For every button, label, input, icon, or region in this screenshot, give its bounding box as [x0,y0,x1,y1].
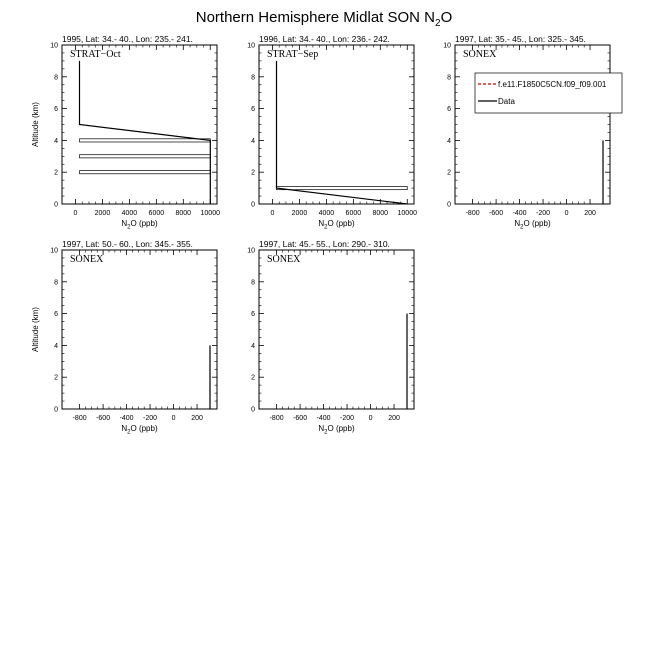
range-box [80,155,211,158]
x-tick-label: 8000 [175,210,192,217]
y-tick-label: 0 [251,201,255,209]
y-tick-label: 2 [251,169,255,177]
series-line-data [80,61,211,204]
x-axis-label: $N_2O$ (ppb) [318,219,355,231]
campaign-label: SONEX [463,49,497,60]
x-tick-label: 6000 [345,210,362,217]
x-tick-label: -400 [119,415,134,422]
x-tick-label: -600 [96,415,111,422]
y-tick-label: 6 [447,106,451,114]
x-tick-label: 0 [171,415,176,422]
x-tick-label: 2000 [94,210,111,217]
panel-title: 1997, Lat: 50.- 60., Lon: 345.- 355. [62,239,193,249]
x-axis-label: $N_2O$ (ppb) [121,424,158,436]
y-tick-label: 6 [54,106,58,114]
x-tick-label: -200 [536,210,551,217]
y-tick-label: 8 [251,279,255,287]
legend [475,73,622,113]
x-tick-label: -600 [489,210,504,217]
x-tick-label: -600 [293,415,308,422]
panels [31,34,622,436]
y-tick-label: 4 [251,137,255,145]
x-tick-label: 10000 [200,210,220,217]
y-tick-label: 2 [54,374,58,382]
y-tick-label: 8 [54,279,58,287]
x-axis-label: $N_2O$ (ppb) [318,424,355,436]
x-tick-label: -400 [512,210,527,217]
range-box [277,187,408,190]
x-tick-label: -200 [340,415,355,422]
plot-frame [259,45,414,204]
y-tick-label: 2 [251,374,255,382]
y-tick-label: 6 [54,311,58,319]
x-tick-label: 0 [368,415,373,422]
x-tick-label: 200 [191,415,203,422]
x-tick-label: 4000 [121,210,138,217]
panel-title: 1995, Lat: 34.- 40., Lon: 235.- 241. [62,34,193,44]
y-tick-label: 4 [54,342,58,350]
range-box [80,139,211,142]
panel-title: 1997, Lat: 45.- 55., Lon: 290.- 310. [259,239,390,249]
y-tick-label: 4 [447,137,451,145]
x-tick-label: 0 [73,210,78,217]
y-tick-label: 0 [54,406,58,414]
series-line-data [277,61,408,204]
y-tick-label: 6 [251,311,255,319]
y-tick-label: 4 [251,342,255,350]
x-tick-label: -400 [316,415,331,422]
x-axis-label: $N_2O$ (ppb) [121,219,158,231]
plot-frame [455,45,610,204]
x-tick-label: 200 [388,415,400,422]
campaign-label: STRAT−Oct [70,49,121,60]
panel-title: 1996, Lat: 34.- 40., Lon: 236.- 242. [259,34,390,44]
y-tick-label: 6 [251,106,255,114]
y-tick-label: 10 [50,247,58,255]
x-tick-label: 0 [270,210,275,217]
plot-frame [259,250,414,409]
chart-panel-5 [247,239,414,436]
x-tick-label: 4000 [318,210,335,217]
x-tick-label: 2000 [291,210,308,217]
y-axis-label: Altitude (km) [31,307,40,352]
x-tick-label: 200 [584,210,596,217]
plot-frame [62,45,217,204]
legend-label: f.e11.F1850C5CN.f09_f09.001 [498,80,607,89]
y-tick-label: 8 [54,74,58,82]
x-axis-label: $N_2O$ (ppb) [514,219,551,231]
y-tick-label: 2 [54,169,58,177]
chart-panel-1 [31,34,220,231]
y-tick-label: 2 [447,169,451,177]
x-tick-label: 6000 [148,210,165,217]
x-tick-label: -800 [269,415,284,422]
y-tick-label: 10 [50,42,58,50]
chart-panel-3 [443,34,622,231]
y-axis-label: Altitude (km) [31,102,40,147]
y-tick-label: 10 [443,42,451,50]
legend-box [475,73,622,113]
y-tick-label: 10 [247,247,255,255]
chart-panel-2 [247,34,417,231]
campaign-label: STRAT−Sep [267,49,319,60]
range-box [80,171,211,174]
x-tick-label: 10000 [397,210,417,217]
x-tick-label: 8000 [372,210,389,217]
chart-panel-4 [31,239,217,436]
plot-frame [62,250,217,409]
y-tick-label: 0 [54,201,58,209]
x-tick-label: -200 [143,415,158,422]
x-tick-label: -800 [72,415,87,422]
y-tick-label: 8 [251,74,255,82]
y-tick-label: 0 [447,201,451,209]
y-tick-label: 8 [447,74,451,82]
x-tick-label: 0 [564,210,569,217]
y-tick-label: 10 [247,42,255,50]
figure-title: Northern Hemisphere Midlat SON $N_2O$ [195,9,453,29]
legend-label: Data [498,97,515,106]
panel-title: 1997, Lat: 35.- 45., Lon: 325.- 345. [455,34,586,44]
y-tick-label: 4 [54,137,58,145]
campaign-label: SONEX [70,254,104,265]
y-tick-label: 0 [251,406,255,414]
campaign-label: SONEX [267,254,301,265]
x-tick-label: -800 [465,210,480,217]
